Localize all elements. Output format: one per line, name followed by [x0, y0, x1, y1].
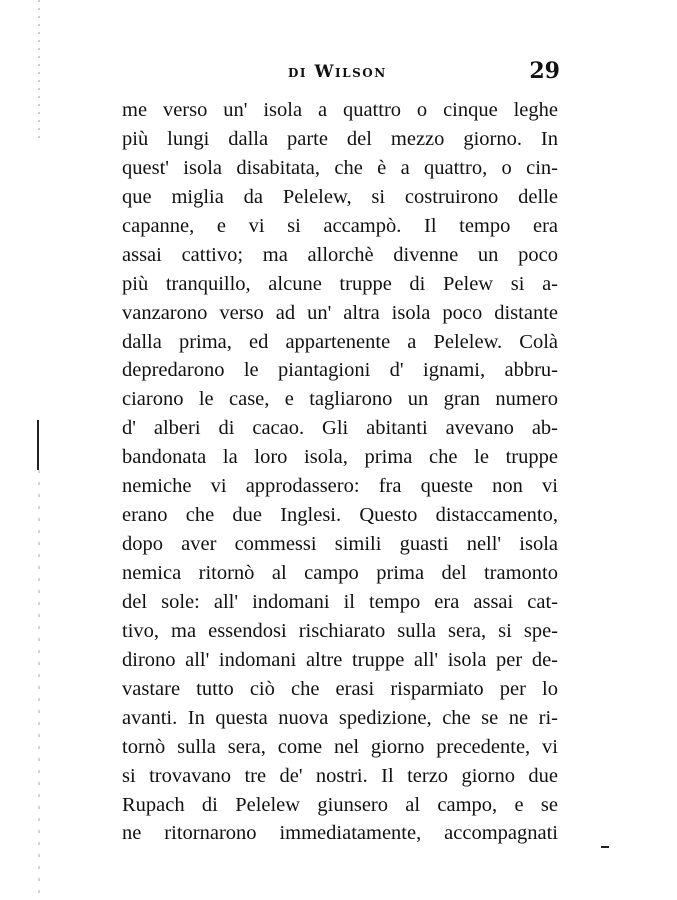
page-header	[120, 54, 560, 90]
text-line: più lungi dalla parte del mezzo giorno. In	[122, 127, 558, 150]
text-line: Rupach di Pelelew giunsero al campo, e se	[122, 793, 558, 816]
text-line: ne ritornarono immediatamente, accompagnati	[122, 822, 558, 845]
text-line: avanti. In questa nuova spedizione, che se ne ri-	[122, 706, 558, 729]
text-line: tornò sulla sera, come nel giorno precedente, vi	[122, 735, 558, 758]
text-line: vanzarono verso ad un' altra isola poco distante	[122, 301, 558, 324]
text-line: vastare tutto ciò che erasi risparmiato per lo	[122, 677, 558, 700]
text-line: ciarono le case, e tagliarono un gran numero	[122, 388, 558, 411]
text-line: nemiche vi approdassero: fra queste non vi	[122, 475, 558, 498]
text-line: depredarono le piantagioni d' ignami, abbru-	[122, 359, 558, 382]
text-line: dopo aver commessi simili guasti nell' isola	[122, 533, 558, 556]
text-line: assai cattivo; ma allorchè divenne un poco	[122, 243, 558, 266]
text-line: quest' isola disabitata, che è a quattro, o cin-	[122, 156, 558, 179]
bottom-margin-mark	[601, 846, 609, 848]
text-line: più tranquillo, alcune truppe di Pelew si a-	[122, 272, 558, 295]
text-line: del sole: all' indomani il tempo era assai cat-	[122, 590, 558, 613]
text-line: d' alberi di cacao. Gli abitanti avevano ab-	[122, 417, 558, 440]
running-title: di Wilson	[288, 62, 387, 82]
text-line: dirono all' indomani altre truppe all' isola per de-	[122, 648, 558, 671]
text-line: si trovavano tre de' nostri. Il terzo giorno due	[122, 764, 558, 787]
text-line: dalla prima, ed appartenente a Pelelew. Colà	[122, 330, 558, 353]
text-line: que miglia da Pelelew, si costruirono delle	[122, 185, 558, 208]
text-line: me verso un' isola a quattro o cinque leghe	[122, 99, 558, 121]
body-text	[122, 96, 558, 848]
text-line: tivo, ma essendosi rischiarato sulla sera, si spe-	[122, 619, 558, 642]
page-edge-marks	[32, 0, 46, 900]
text-line: bandonata la loro isola, prima che le truppe	[122, 446, 558, 469]
text-line: nemica ritornò al campo prima del tramonto	[122, 562, 558, 584]
text-line: erano che due Inglesi. Questo distaccamento,	[122, 504, 558, 527]
text-line: capanne, e vi si accampò. Il tempo era	[122, 214, 558, 237]
page-number: 29	[529, 58, 560, 84]
